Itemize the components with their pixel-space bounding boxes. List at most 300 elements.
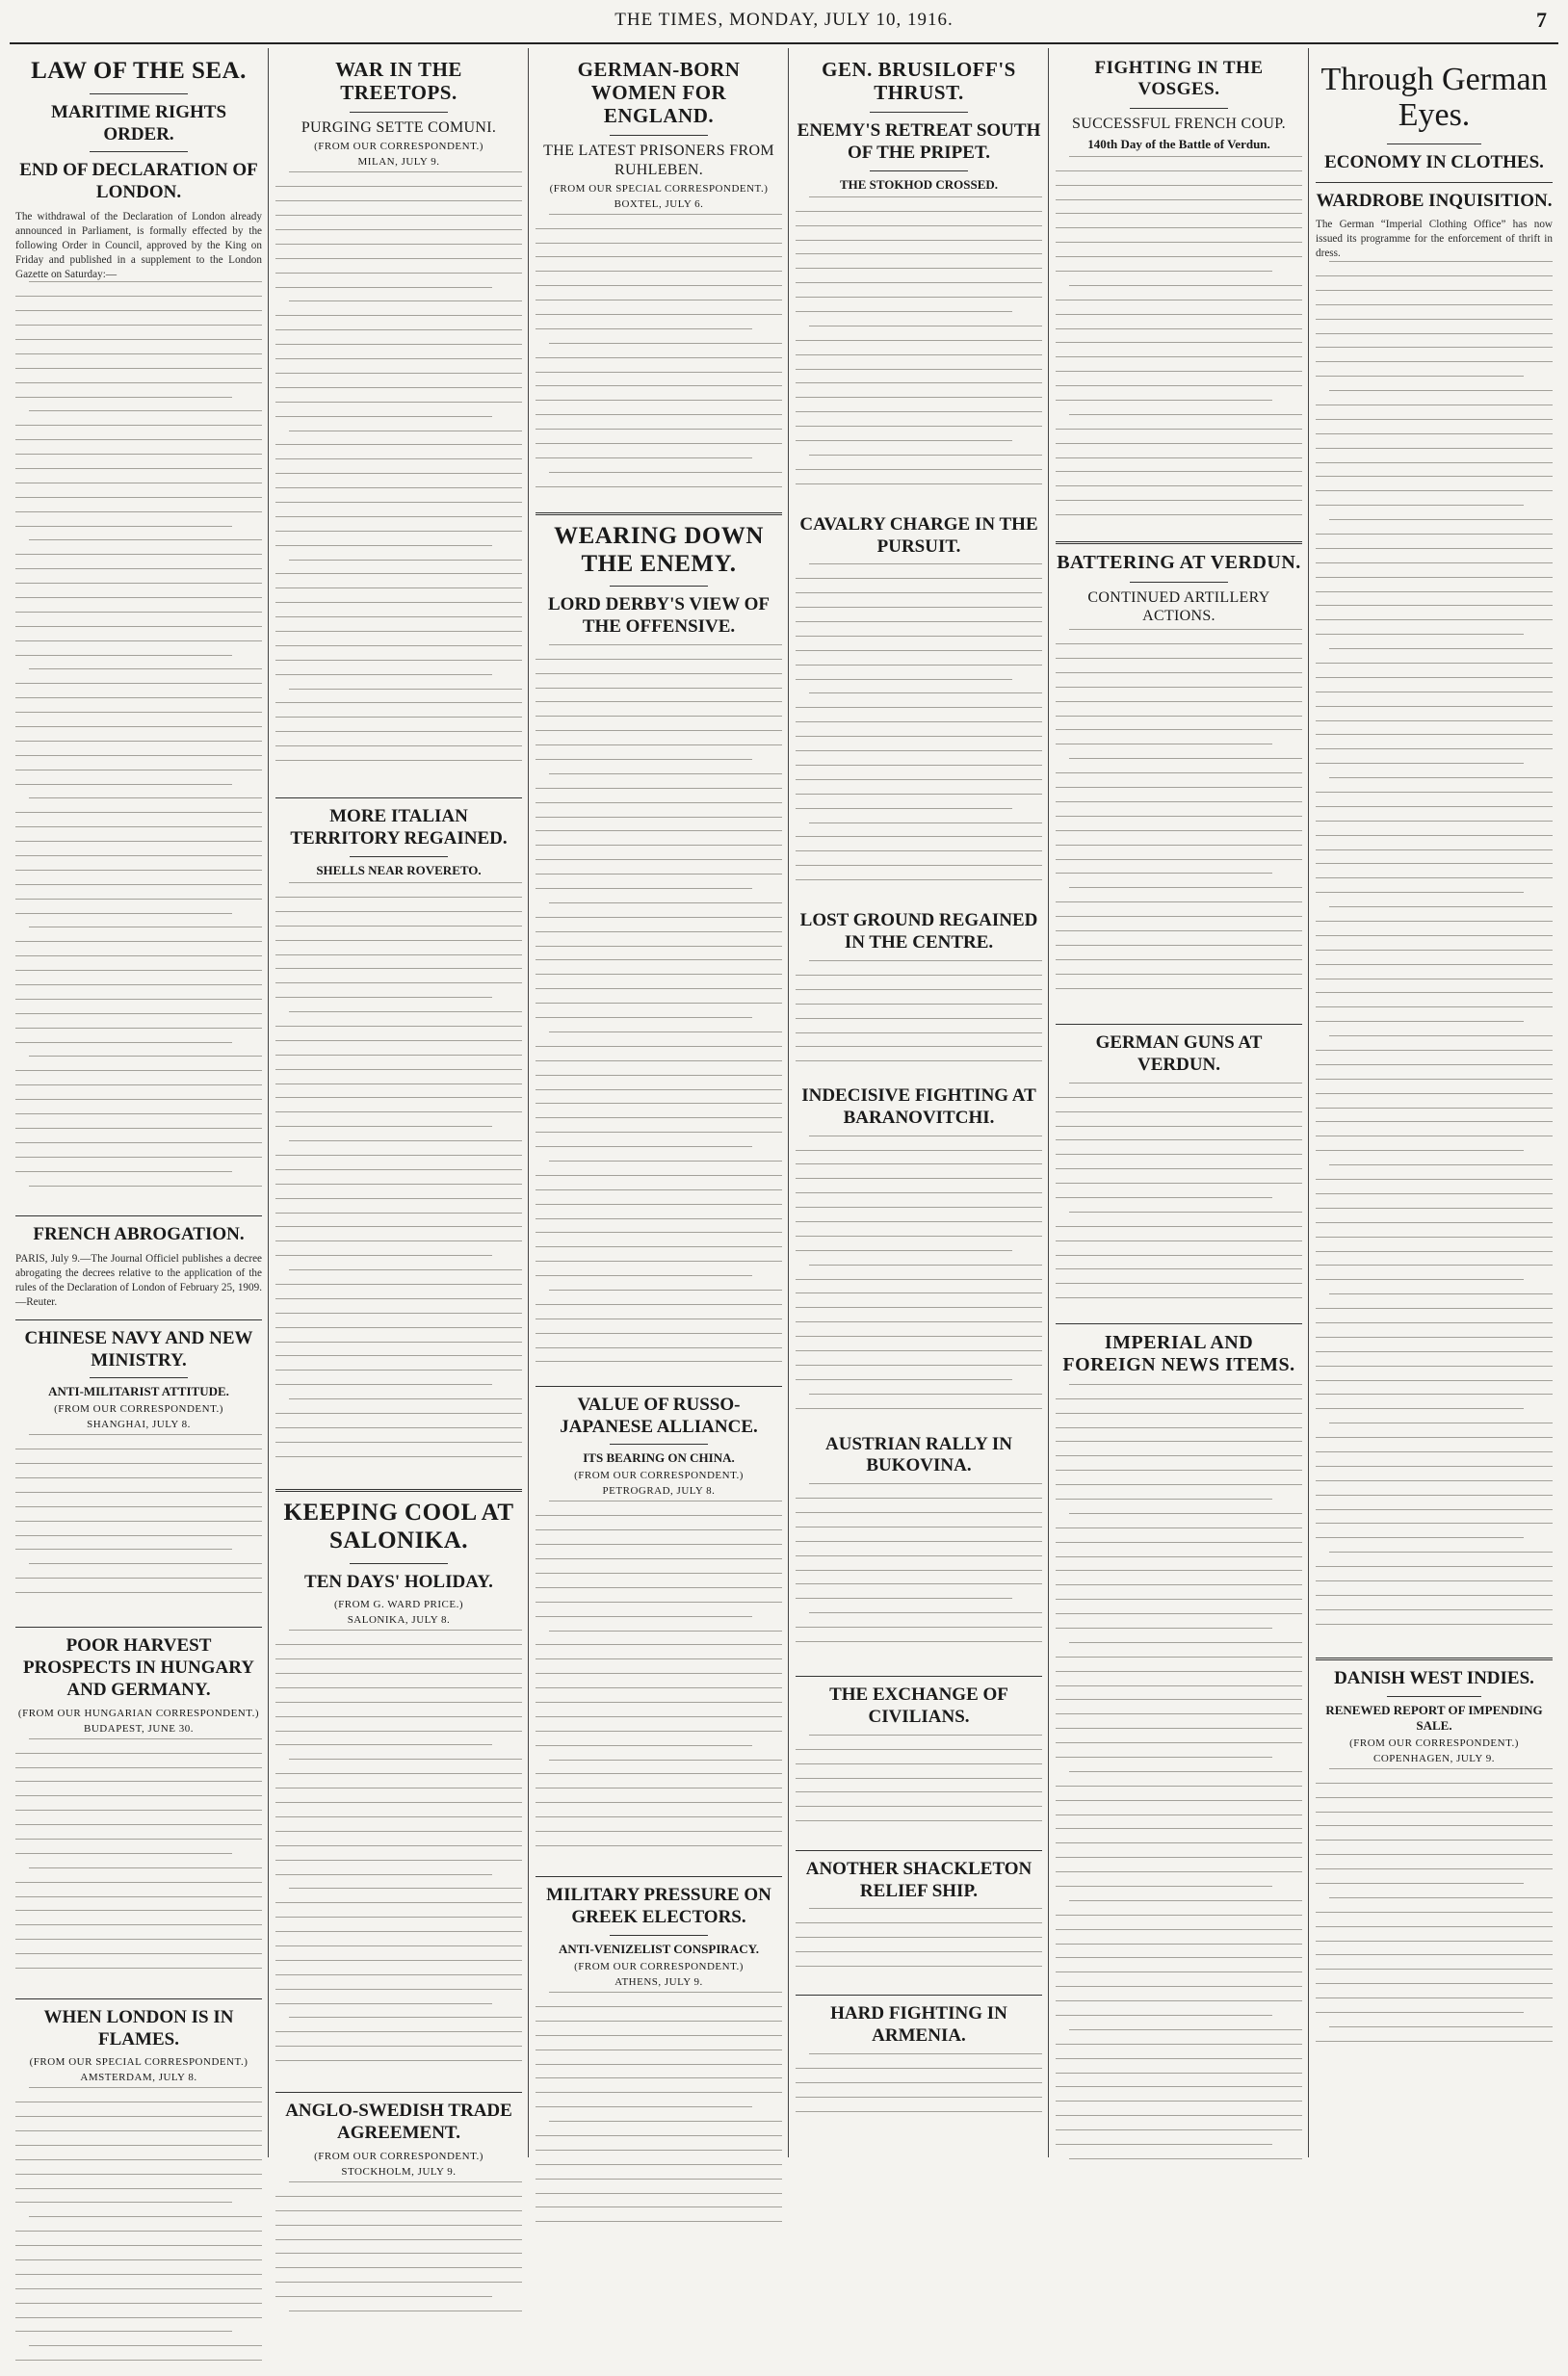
text-line bbox=[15, 2245, 262, 2246]
text-line bbox=[15, 425, 262, 426]
text-line bbox=[809, 196, 1042, 197]
text-line bbox=[536, 328, 752, 329]
text-line bbox=[536, 1544, 782, 1545]
text-line bbox=[1316, 1193, 1553, 1194]
text-line bbox=[275, 531, 522, 532]
column-4 bbox=[790, 48, 1048, 2157]
text-line bbox=[1056, 1154, 1302, 1155]
text-line bbox=[275, 1673, 522, 1674]
article-imperial-foreign bbox=[1056, 1332, 1302, 2174]
text-line bbox=[15, 640, 262, 641]
text-line bbox=[809, 1612, 1042, 1613]
article-body-text bbox=[275, 1630, 522, 2082]
article-armenia bbox=[796, 2003, 1042, 2130]
text-line bbox=[15, 1953, 262, 1954]
text-line bbox=[275, 373, 522, 374]
text-line bbox=[275, 1731, 522, 1732]
text-line bbox=[15, 726, 262, 727]
text-line bbox=[536, 1261, 782, 1262]
text-line bbox=[275, 215, 522, 216]
text-line bbox=[536, 1816, 782, 1817]
text-line bbox=[275, 244, 522, 245]
text-line bbox=[536, 243, 782, 244]
text-line bbox=[536, 1673, 782, 1674]
text-line bbox=[1056, 1957, 1302, 1958]
text-line bbox=[1056, 443, 1302, 444]
text-line bbox=[1056, 170, 1302, 171]
article-headline: DANISH WEST INDIES. bbox=[1334, 1668, 1534, 1689]
article-subheadline: ANTI-VENIZELIST CONSPIRACY. bbox=[558, 1942, 760, 1957]
text-line bbox=[536, 385, 782, 386]
text-line bbox=[1316, 1279, 1524, 1280]
rule bbox=[1316, 182, 1553, 183]
article-body-text bbox=[1056, 156, 1302, 532]
text-line bbox=[536, 2164, 782, 2165]
text-line bbox=[1056, 2086, 1302, 2087]
article-chinese-navy bbox=[15, 1328, 262, 1618]
text-line bbox=[275, 897, 522, 898]
column-rule bbox=[1308, 48, 1309, 2157]
text-line bbox=[275, 344, 522, 345]
rule bbox=[1056, 1024, 1302, 1025]
text-line bbox=[15, 2116, 262, 2117]
text-line bbox=[1329, 2026, 1553, 2027]
text-line bbox=[1316, 1394, 1553, 1395]
article-source: (FROM OUR CORRESPONDENT.) bbox=[314, 141, 483, 153]
text-line bbox=[275, 1788, 522, 1789]
text-line bbox=[536, 673, 782, 674]
text-line bbox=[809, 692, 1042, 693]
text-line bbox=[796, 750, 1042, 751]
text-line bbox=[549, 1290, 782, 1291]
text-line bbox=[536, 730, 782, 731]
text-line bbox=[275, 1917, 522, 1918]
text-line bbox=[1069, 629, 1302, 630]
article-source: (FROM OUR CORRESPONDENT.) bbox=[54, 1403, 223, 1416]
text-line bbox=[809, 1394, 1042, 1395]
article-dateline: PETROGRAD, JULY 8. bbox=[602, 1485, 716, 1498]
text-line bbox=[1316, 1941, 1553, 1942]
text-line bbox=[796, 2111, 1042, 2112]
text-line bbox=[536, 1515, 782, 1516]
text-line bbox=[15, 1113, 262, 1114]
text-line bbox=[275, 1313, 522, 1314]
text-line bbox=[1069, 1212, 1302, 1213]
text-line bbox=[1056, 672, 1302, 673]
text-line bbox=[536, 1687, 782, 1688]
text-line bbox=[1069, 1083, 1302, 1084]
text-line bbox=[1069, 156, 1302, 157]
text-line bbox=[796, 679, 1012, 680]
text-line bbox=[1316, 1222, 1553, 1223]
rule bbox=[796, 1995, 1042, 1996]
text-line bbox=[289, 882, 522, 883]
text-line bbox=[1056, 959, 1302, 960]
text-line bbox=[796, 1541, 1042, 1542]
text-line bbox=[275, 273, 522, 274]
article-italian-territory bbox=[275, 806, 522, 1479]
text-line bbox=[15, 1070, 262, 1071]
rule bbox=[15, 1627, 262, 1628]
text-line bbox=[275, 258, 522, 259]
article-brusiloff bbox=[796, 58, 1042, 505]
text-line bbox=[796, 2082, 1042, 2083]
text-line bbox=[536, 1788, 782, 1789]
text-line bbox=[1056, 342, 1302, 343]
article-through-german-eyes bbox=[1316, 62, 1553, 1648]
text-line bbox=[1316, 591, 1553, 592]
text-line bbox=[1316, 1883, 1524, 1884]
text-line bbox=[1316, 1308, 1553, 1309]
text-line bbox=[1056, 356, 1302, 357]
text-line bbox=[796, 1763, 1042, 1764]
text-line bbox=[796, 1250, 1012, 1251]
rule bbox=[90, 1377, 188, 1378]
text-line bbox=[15, 2159, 262, 2160]
text-line bbox=[1316, 950, 1553, 951]
text-line bbox=[1056, 1986, 1302, 1987]
text-line bbox=[796, 225, 1042, 226]
text-line bbox=[1056, 945, 1302, 946]
text-line bbox=[15, 439, 262, 440]
text-line bbox=[15, 1810, 262, 1811]
text-line bbox=[15, 2274, 262, 2275]
text-line bbox=[1056, 1097, 1302, 1098]
text-line bbox=[275, 1155, 522, 1156]
text-line bbox=[1056, 1786, 1302, 1787]
text-line bbox=[275, 1716, 522, 1717]
text-line bbox=[15, 812, 262, 813]
text-line bbox=[275, 387, 522, 388]
text-line bbox=[536, 2135, 782, 2136]
masthead bbox=[0, 0, 1568, 46]
text-line bbox=[1056, 974, 1302, 975]
text-line bbox=[15, 899, 262, 900]
text-line bbox=[536, 1616, 752, 1617]
text-line bbox=[275, 1960, 522, 1961]
text-line bbox=[15, 1767, 262, 1768]
text-line bbox=[796, 1791, 1042, 1792]
text-line bbox=[536, 2221, 782, 2222]
text-line bbox=[275, 444, 522, 445]
text-line bbox=[1069, 1513, 1302, 1514]
text-line bbox=[275, 1687, 522, 1688]
text-line bbox=[15, 2288, 262, 2289]
text-line bbox=[1056, 1584, 1302, 1585]
text-line bbox=[796, 382, 1042, 383]
text-line bbox=[275, 1226, 522, 1227]
text-line bbox=[15, 1781, 262, 1782]
rule bbox=[796, 1676, 1042, 1677]
text-line bbox=[1056, 199, 1302, 200]
text-line bbox=[536, 429, 782, 430]
article-headline: VALUE OF RUSSO-JAPANESE ALLIANCE. bbox=[560, 1394, 758, 1437]
text-line bbox=[796, 426, 1042, 427]
text-line bbox=[1329, 390, 1553, 391]
text-line bbox=[1056, 1168, 1302, 1169]
text-line bbox=[1329, 1293, 1553, 1294]
text-line bbox=[1056, 400, 1272, 401]
text-line bbox=[796, 1221, 1042, 1222]
text-line bbox=[1329, 519, 1553, 520]
text-line bbox=[536, 888, 752, 889]
text-line bbox=[289, 560, 522, 561]
column-6 bbox=[1310, 48, 1558, 2157]
text-line bbox=[536, 1573, 782, 1574]
article-body-text bbox=[1056, 629, 1302, 1014]
text-line bbox=[796, 1820, 1042, 1821]
text-line bbox=[796, 240, 1042, 241]
text-line bbox=[1056, 1427, 1302, 1428]
text-line bbox=[289, 300, 522, 301]
article-body-text bbox=[796, 1136, 1042, 1424]
text-line bbox=[275, 473, 522, 474]
text-line bbox=[15, 1028, 262, 1029]
text-line bbox=[15, 1521, 262, 1522]
text-line bbox=[1069, 2158, 1302, 2159]
text-line bbox=[275, 2210, 522, 2211]
text-line bbox=[1316, 361, 1553, 362]
text-line bbox=[796, 282, 1042, 283]
text-line bbox=[275, 2253, 522, 2254]
text-line bbox=[796, 1307, 1042, 1308]
text-line bbox=[796, 2068, 1042, 2069]
text-line bbox=[1056, 2115, 1302, 2116]
article-body-text bbox=[1316, 1768, 1553, 2057]
text-line bbox=[15, 612, 262, 613]
article-body-text bbox=[275, 882, 522, 1479]
text-line bbox=[549, 343, 782, 344]
text-line bbox=[275, 940, 522, 941]
article-headline: LAW OF THE SEA. bbox=[31, 58, 247, 84]
text-line bbox=[15, 1477, 262, 1478]
text-line bbox=[536, 2021, 782, 2022]
rule bbox=[610, 1444, 708, 1445]
text-line bbox=[536, 959, 782, 960]
text-line bbox=[275, 731, 522, 732]
text-line bbox=[1329, 1164, 1553, 1165]
text-line bbox=[1316, 835, 1553, 836]
article-dateline: SALONIKA, JULY 8. bbox=[347, 1614, 451, 1627]
text-line bbox=[809, 2053, 1042, 2054]
text-line bbox=[796, 369, 1042, 370]
text-line bbox=[1316, 849, 1553, 850]
text-line bbox=[289, 171, 522, 172]
text-line bbox=[1056, 1455, 1302, 1456]
text-line bbox=[275, 1989, 522, 1990]
text-line bbox=[1316, 634, 1524, 635]
article-subheadline: WARDROBE INQUISITION. bbox=[1316, 190, 1553, 211]
text-line bbox=[1316, 1208, 1553, 1209]
text-line bbox=[796, 1498, 1042, 1499]
text-line bbox=[796, 808, 1012, 809]
text-line bbox=[1056, 429, 1302, 430]
text-line bbox=[1316, 433, 1553, 434]
article-headline: FIGHTING IN THE VOSGES. bbox=[1094, 58, 1264, 99]
text-line bbox=[796, 1032, 1042, 1033]
column-rule bbox=[788, 48, 789, 2157]
text-line bbox=[1056, 485, 1302, 486]
text-line bbox=[1056, 859, 1302, 860]
text-line bbox=[1056, 1944, 1302, 1945]
article-vosges bbox=[1056, 58, 1302, 532]
text-line bbox=[796, 397, 1042, 398]
text-line bbox=[15, 2188, 262, 2189]
text-line bbox=[15, 310, 262, 311]
text-line bbox=[275, 1069, 522, 1070]
article-headline: CHINESE NAVY AND NEW MINISTRY. bbox=[24, 1327, 253, 1371]
text-line bbox=[1056, 1742, 1302, 1743]
article-subheadline: SUCCESSFUL FRENCH COUP. bbox=[1072, 115, 1286, 132]
text-line bbox=[549, 902, 782, 903]
text-line bbox=[1316, 763, 1524, 764]
text-line bbox=[796, 1321, 1042, 1322]
text-line bbox=[536, 802, 782, 803]
text-line bbox=[536, 1218, 782, 1219]
text-line bbox=[275, 1097, 522, 1098]
article-headline: KEEPING COOL AT SALONIKA. bbox=[283, 1500, 514, 1554]
article-headline: THE EXCHANGE OF CIVILIANS. bbox=[829, 1684, 1008, 1728]
text-line bbox=[275, 1831, 522, 1832]
text-line bbox=[1316, 448, 1553, 449]
text-line bbox=[275, 717, 522, 718]
text-line bbox=[1316, 877, 1553, 878]
text-line bbox=[1316, 347, 1553, 348]
text-line bbox=[1316, 1480, 1553, 1481]
text-line bbox=[1056, 2015, 1272, 2016]
text-line bbox=[1316, 734, 1553, 735]
column-rule bbox=[528, 48, 529, 2157]
text-line bbox=[536, 1745, 752, 1746]
text-line bbox=[289, 1269, 522, 1270]
text-line bbox=[796, 411, 1042, 412]
text-line bbox=[275, 1370, 522, 1371]
text-line bbox=[796, 1279, 1042, 1280]
article-subheadline: ENEMY'S RETREAT SOUTH OF THE PRIPET. bbox=[797, 120, 1041, 164]
text-line bbox=[275, 1255, 492, 1256]
text-line bbox=[1316, 706, 1553, 707]
article-subheadline: THE STOKHOD CROSSED. bbox=[839, 176, 999, 192]
text-line bbox=[15, 1939, 262, 1940]
text-line bbox=[796, 1379, 1012, 1380]
text-line bbox=[536, 228, 782, 229]
text-line bbox=[275, 1342, 522, 1343]
text-line bbox=[29, 1867, 262, 1868]
text-line bbox=[796, 1555, 1042, 1556]
text-line bbox=[275, 645, 522, 646]
rule bbox=[796, 1850, 1042, 1851]
text-line bbox=[15, 784, 232, 785]
text-line bbox=[536, 1003, 782, 1004]
text-line bbox=[1056, 1685, 1302, 1686]
text-line bbox=[1056, 1671, 1302, 1672]
article-subheadline: 140th Day of the Battle of Verdun. bbox=[1087, 136, 1270, 151]
text-line bbox=[275, 1040, 522, 1041]
text-line bbox=[1056, 457, 1302, 458]
text-line bbox=[1316, 1783, 1553, 1784]
text-line bbox=[15, 2130, 262, 2131]
text-line bbox=[1056, 500, 1302, 501]
text-line bbox=[15, 913, 232, 914]
article-dateline: MILAN, JULY 9. bbox=[357, 156, 440, 169]
text-line bbox=[275, 1974, 522, 1975]
article-anglo-swedish bbox=[275, 2101, 522, 2336]
text-line bbox=[275, 660, 522, 661]
text-line bbox=[15, 1578, 262, 1579]
text-line bbox=[536, 457, 752, 458]
text-line bbox=[1056, 1757, 1272, 1758]
text-line bbox=[1316, 605, 1553, 606]
text-line bbox=[1329, 777, 1553, 778]
text-line bbox=[796, 836, 1042, 837]
text-line bbox=[536, 2206, 782, 2207]
text-line bbox=[796, 636, 1042, 637]
text-line bbox=[1316, 490, 1553, 491]
text-line bbox=[1056, 242, 1302, 243]
text-line bbox=[536, 1644, 782, 1645]
text-line bbox=[1056, 1800, 1302, 1801]
text-line bbox=[29, 539, 262, 540]
text-line bbox=[29, 1186, 262, 1187]
article-body-text bbox=[796, 1908, 1042, 1985]
text-line bbox=[536, 931, 782, 932]
text-line bbox=[1056, 2144, 1272, 2145]
text-line bbox=[1316, 1840, 1553, 1841]
text-line bbox=[15, 554, 262, 555]
article-source: (FROM OUR CORRESPONDENT.) bbox=[574, 1470, 744, 1482]
text-line bbox=[536, 357, 782, 358]
text-line bbox=[29, 2345, 262, 2346]
text-line bbox=[536, 1175, 782, 1176]
text-line bbox=[15, 955, 262, 956]
text-line bbox=[1056, 1255, 1302, 1256]
text-line bbox=[1316, 290, 1553, 291]
article-cavalry-charge bbox=[796, 514, 1042, 901]
rule bbox=[1130, 582, 1228, 583]
text-line bbox=[796, 1150, 1042, 1151]
text-line bbox=[796, 721, 1042, 722]
rule bbox=[15, 1319, 262, 1320]
text-line bbox=[15, 1795, 262, 1796]
text-line bbox=[1069, 1900, 1302, 1901]
text-line bbox=[536, 988, 782, 989]
text-line bbox=[15, 1535, 262, 1536]
text-line bbox=[1056, 1842, 1302, 1843]
text-line bbox=[796, 1778, 1042, 1779]
article-body-text bbox=[536, 214, 782, 503]
text-line bbox=[796, 1570, 1042, 1571]
text-line bbox=[275, 545, 492, 546]
text-line bbox=[1056, 314, 1302, 315]
article-headline: Through German Eyes. bbox=[1320, 62, 1548, 134]
rule bbox=[350, 856, 448, 857]
text-line bbox=[809, 1483, 1042, 1484]
article-shackleton bbox=[796, 1859, 1042, 1986]
text-line bbox=[796, 1966, 1042, 1967]
article-subheadline: ANTI-MILITARIST ATTITUDE. bbox=[48, 1384, 229, 1399]
article-source: (FROM OUR CORRESPONDENT.) bbox=[314, 2150, 483, 2162]
text-line bbox=[15, 683, 262, 684]
text-line bbox=[536, 1802, 782, 1803]
text-line bbox=[1316, 1580, 1553, 1581]
text-line bbox=[275, 502, 522, 503]
text-line bbox=[536, 2035, 782, 2036]
rule bbox=[15, 1215, 262, 1216]
article-body-text bbox=[15, 1434, 262, 1617]
text-line bbox=[1316, 304, 1553, 305]
text-line bbox=[1316, 1251, 1553, 1252]
text-line bbox=[1316, 1609, 1553, 1610]
